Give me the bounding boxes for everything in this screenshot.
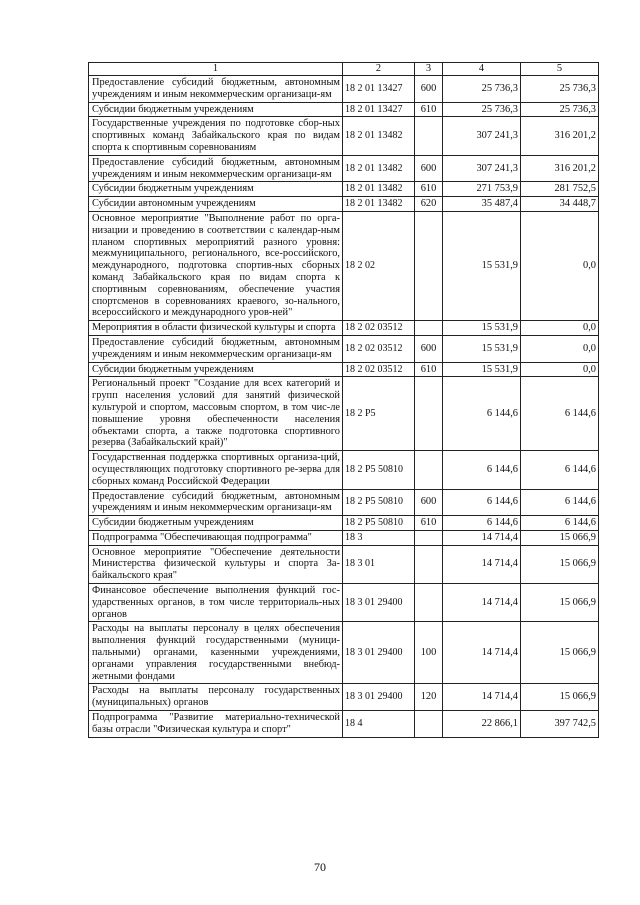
row-type: 610 bbox=[415, 362, 443, 377]
row-value-col4: 35 487,4 bbox=[443, 197, 521, 212]
table-row bbox=[89, 76, 599, 103]
row-type bbox=[415, 211, 443, 320]
row-code: 18 3 01 29400 bbox=[343, 684, 415, 711]
table-row bbox=[89, 335, 599, 362]
row-value-col5: 25 736,3 bbox=[521, 76, 599, 103]
row-type: 610 bbox=[415, 182, 443, 197]
row-code: 18 2 02 03512 bbox=[343, 362, 415, 377]
table-row bbox=[89, 102, 599, 117]
row-name: Финансовое обеспечение выполнения функций гос-ударственных органов, в том числе территориаль-ных органов bbox=[89, 584, 343, 622]
row-value-col5: 25 736,3 bbox=[521, 102, 599, 117]
row-code: 18 3 bbox=[343, 530, 415, 545]
row-value-col4: 22 866,1 bbox=[443, 711, 521, 738]
row-code: 18 3 01 bbox=[343, 545, 415, 583]
row-name: Основное мероприятие "Обеспечение деятельности Министерства физической культуры и спорта За-байкальского края" bbox=[89, 545, 343, 583]
row-name: Предоставление субсидий бюджетным, автономным учреждениям и иным некоммерческим организаци-ям bbox=[89, 489, 343, 516]
row-name: Субсидии автономным учреждениям bbox=[89, 197, 343, 212]
row-value-col4: 14 714,4 bbox=[443, 684, 521, 711]
row-code: 18 2 P5 50810 bbox=[343, 451, 415, 489]
row-value-col5: 0,0 bbox=[521, 335, 599, 362]
row-type: 610 bbox=[415, 516, 443, 531]
row-name: Подпрограмма "Обеспечивающая подпрограмма" bbox=[89, 530, 343, 545]
row-code: 18 2 P5 bbox=[343, 377, 415, 451]
table-row bbox=[89, 377, 599, 451]
row-name: Расходы на выплаты персоналу государственных (муниципальных) органов bbox=[89, 684, 343, 711]
row-type: 600 bbox=[415, 76, 443, 103]
row-value-col5: 316 201,2 bbox=[521, 155, 599, 182]
row-type bbox=[415, 545, 443, 583]
table-row bbox=[89, 545, 599, 583]
header-cell-1: 1 bbox=[89, 63, 343, 76]
row-value-col5: 6 144,6 bbox=[521, 489, 599, 516]
row-value-col5: 397 742,5 bbox=[521, 711, 599, 738]
header-cell-3: 3 bbox=[415, 63, 443, 76]
row-type bbox=[415, 117, 443, 155]
row-name: Предоставление субсидий бюджетным, автономным учреждениям и иным некоммерческим организаци-ям bbox=[89, 335, 343, 362]
row-value-col4: 15 531,9 bbox=[443, 335, 521, 362]
row-value-col5: 15 066,9 bbox=[521, 584, 599, 622]
row-type bbox=[415, 584, 443, 622]
row-code: 18 4 bbox=[343, 711, 415, 738]
row-value-col5: 6 144,6 bbox=[521, 377, 599, 451]
row-value-col4: 6 144,6 bbox=[443, 516, 521, 531]
row-value-col4: 14 714,4 bbox=[443, 622, 521, 684]
row-name: Субсидии бюджетным учреждениям bbox=[89, 102, 343, 117]
row-value-col4: 14 714,4 bbox=[443, 584, 521, 622]
table-row bbox=[89, 622, 599, 684]
table-row bbox=[89, 451, 599, 489]
row-value-col5: 15 066,9 bbox=[521, 622, 599, 684]
row-value-col5: 15 066,9 bbox=[521, 530, 599, 545]
row-type: 600 bbox=[415, 489, 443, 516]
row-name: Субсидии бюджетным учреждениям bbox=[89, 362, 343, 377]
row-value-col4: 271 753,9 bbox=[443, 182, 521, 197]
row-code: 18 2 P5 50810 bbox=[343, 489, 415, 516]
table-row bbox=[89, 321, 599, 336]
table-row bbox=[89, 530, 599, 545]
row-type: 100 bbox=[415, 622, 443, 684]
row-value-col5: 0,0 bbox=[521, 321, 599, 336]
row-type bbox=[415, 530, 443, 545]
row-code: 18 3 01 29400 bbox=[343, 622, 415, 684]
row-type bbox=[415, 377, 443, 451]
row-name: Субсидии бюджетным учреждениям bbox=[89, 182, 343, 197]
row-value-col5: 6 144,6 bbox=[521, 516, 599, 531]
row-type bbox=[415, 321, 443, 336]
row-type bbox=[415, 451, 443, 489]
row-value-col4: 15 531,9 bbox=[443, 211, 521, 320]
header-cell-4: 4 bbox=[443, 63, 521, 76]
row-value-col5: 281 752,5 bbox=[521, 182, 599, 197]
row-value-col4: 25 736,3 bbox=[443, 76, 521, 103]
row-type bbox=[415, 711, 443, 738]
table-row bbox=[89, 117, 599, 155]
table-row bbox=[89, 155, 599, 182]
table-row bbox=[89, 489, 599, 516]
header-cell-5: 5 bbox=[521, 63, 599, 76]
row-name: Региональный проект "Создание для всех категорий и групп населения условий для занятий физической культурой и спортом, массовым спортом, в том чис-ле повышение уровня обеспеченности населения объектами спорта, а также подготовка спортивного резерва (Забайкальский край)" bbox=[89, 377, 343, 451]
row-value-col4: 14 714,4 bbox=[443, 545, 521, 583]
row-value-col4: 25 736,3 bbox=[443, 102, 521, 117]
row-name: Подпрограмма "Развитие материально-технической базы отрасли "Физическая культура и спорт" bbox=[89, 711, 343, 738]
row-code: 18 2 02 03512 bbox=[343, 321, 415, 336]
row-code: 18 2 02 bbox=[343, 211, 415, 320]
row-value-col4: 15 531,9 bbox=[443, 321, 521, 336]
row-name: Государственные учреждения по подготовке сбор-ных спортивных команд Забайкальского края по видам спорта к спортивным соревнованиям bbox=[89, 117, 343, 155]
row-value-col5: 15 066,9 bbox=[521, 684, 599, 711]
row-name: Мероприятия в области физической культуры и спорта bbox=[89, 321, 343, 336]
row-name: Основное мероприятие "Выполнение работ по орга-низации и проведению в соответствии с календар-ным планом спортивных мероприятий разного уровня: межмуниципального, регионального, все-российского, международного, подготовка спортив-ных сборных команд Забайкальского края по видам спорта к спортивным соревнованиям, обеспечение участия спортсменов в соревнованиях краевого, зо-нального, всероссийского и международного уров-ней" bbox=[89, 211, 343, 320]
page-number: 70 bbox=[314, 860, 326, 874]
row-code: 18 2 01 13482 bbox=[343, 182, 415, 197]
row-code: 18 2 01 13482 bbox=[343, 197, 415, 212]
row-value-col4: 6 144,6 bbox=[443, 377, 521, 451]
row-type: 600 bbox=[415, 335, 443, 362]
row-type: 620 bbox=[415, 197, 443, 212]
table-row bbox=[89, 516, 599, 531]
row-value-col4: 14 714,4 bbox=[443, 530, 521, 545]
table-row bbox=[89, 197, 599, 212]
table-row bbox=[89, 684, 599, 711]
row-value-col5: 6 144,6 bbox=[521, 451, 599, 489]
row-code: 18 2 01 13482 bbox=[343, 155, 415, 182]
row-value-col5: 34 448,7 bbox=[521, 197, 599, 212]
row-value-col4: 307 241,3 bbox=[443, 117, 521, 155]
row-code: 18 3 01 29400 bbox=[343, 584, 415, 622]
row-value-col5: 0,0 bbox=[521, 211, 599, 320]
row-code: 18 2 01 13482 bbox=[343, 117, 415, 155]
row-value-col4: 6 144,6 bbox=[443, 489, 521, 516]
row-name: Предоставление субсидий бюджетным, автономным учреждениям и иным некоммерческим организаци-ям bbox=[89, 76, 343, 103]
row-type: 120 bbox=[415, 684, 443, 711]
row-name: Расходы на выплаты персоналу в целях обеспечения выполнения функций государственными (муници-пальными) органами, казенными учреждениями, органами управления государственными внебюд-жетными фондами bbox=[89, 622, 343, 684]
header-cell-2: 2 bbox=[343, 63, 415, 76]
row-value-col5: 316 201,2 bbox=[521, 117, 599, 155]
budget-table bbox=[88, 62, 599, 738]
row-name: Предоставление субсидий бюджетным, автономным учреждениям и иным некоммерческим организаци-ям bbox=[89, 155, 343, 182]
row-name: Субсидии бюджетным учреждениям bbox=[89, 516, 343, 531]
table-row bbox=[89, 362, 599, 377]
row-code: 18 2 01 13427 bbox=[343, 102, 415, 117]
row-value-col4: 6 144,6 bbox=[443, 451, 521, 489]
table-row bbox=[89, 711, 599, 738]
row-type: 610 bbox=[415, 102, 443, 117]
table-row bbox=[89, 584, 599, 622]
table-row bbox=[89, 211, 599, 320]
row-code: 18 2 P5 50810 bbox=[343, 516, 415, 531]
row-code: 18 2 02 03512 bbox=[343, 335, 415, 362]
header-row bbox=[89, 63, 599, 76]
row-value-col4: 307 241,3 bbox=[443, 155, 521, 182]
row-name: Государственная поддержка спортивных организа-ций, осуществляющих подготовку спортивного ре-зерва для сборных команд Российской Федерации bbox=[89, 451, 343, 489]
row-value-col5: 15 066,9 bbox=[521, 545, 599, 583]
table-row bbox=[89, 182, 599, 197]
row-type: 600 bbox=[415, 155, 443, 182]
row-value-col4: 15 531,9 bbox=[443, 362, 521, 377]
row-value-col5: 0,0 bbox=[521, 362, 599, 377]
row-code: 18 2 01 13427 bbox=[343, 76, 415, 103]
